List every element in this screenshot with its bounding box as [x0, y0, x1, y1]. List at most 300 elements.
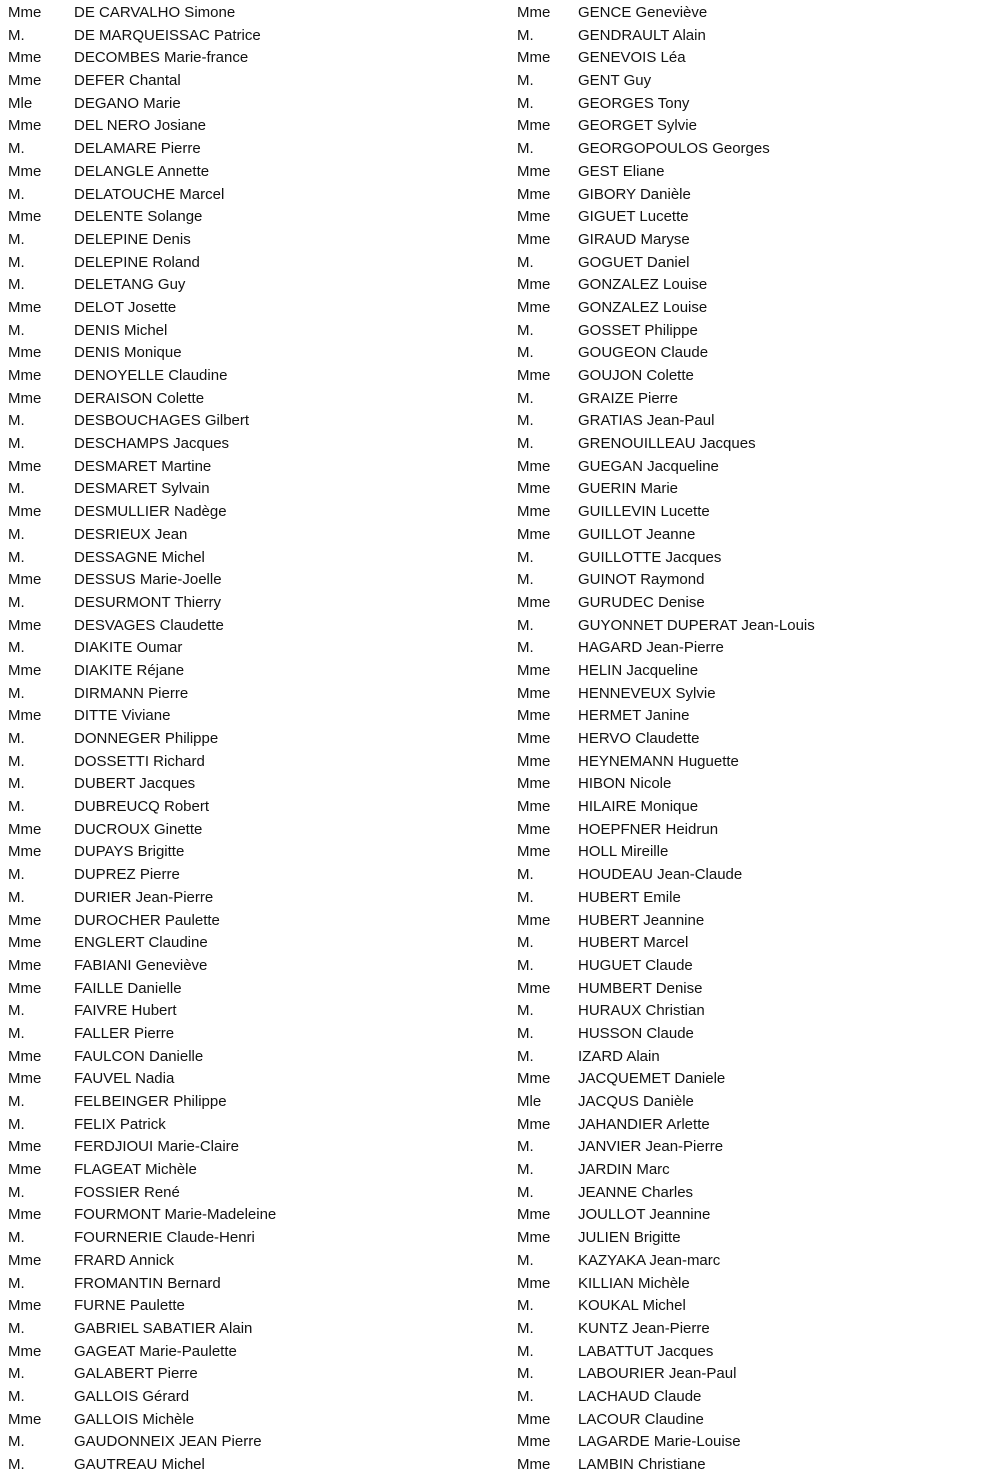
list-item: [517, 547, 1006, 570]
person-name: GUILLEVIN Lucette: [578, 503, 710, 521]
person-name: LAMBIN Christiane: [578, 1456, 706, 1473]
list-item: [8, 1273, 498, 1296]
list-item: [517, 410, 1006, 433]
civility-title: Mme: [8, 1138, 42, 1156]
list-item: [8, 978, 498, 1001]
person-name: GUEGAN Jacqueline: [578, 457, 719, 475]
civility-title: Mme: [8, 389, 42, 407]
list-item: [517, 615, 1006, 638]
person-name: JACQUS Danièle: [578, 1093, 694, 1110]
person-name: DOSSETTI Richard: [74, 752, 205, 770]
civility-title: M.: [517, 26, 534, 44]
person-name: DESMARET Martine: [74, 457, 212, 475]
list-item: [517, 1114, 1006, 1137]
person-name: GUILLOTTE Jacques: [578, 548, 722, 566]
civility-title: M.: [8, 1115, 25, 1133]
civility-title: M.: [517, 435, 534, 453]
person-name: LAGARDE Marie-Louise: [578, 1433, 741, 1451]
list-item: [8, 229, 498, 252]
list-item: [8, 252, 498, 275]
person-name: DEGANO Marie: [74, 94, 181, 112]
person-name: GUINOT Raymond: [578, 571, 705, 589]
person-name: JEANNE Charles: [578, 1183, 694, 1201]
civility-title: Mme: [8, 298, 42, 316]
list-item: [8, 1068, 498, 1091]
list-item: [8, 1454, 498, 1477]
civility-title: M.: [517, 1024, 534, 1042]
person-name: ENGLERT Claudine: [74, 934, 208, 952]
civility-title: Mle: [517, 1093, 542, 1110]
person-name: GAGEAT Marie-Paulette: [74, 1342, 237, 1360]
person-name: FAIVRE Hubert: [74, 1002, 177, 1020]
list-item: [517, 910, 1006, 933]
person-name: GRATIAS Jean-Paul: [578, 412, 715, 430]
person-name: DECOMBES Marie-france: [74, 49, 249, 67]
civility-title: M.: [8, 26, 25, 44]
list-item: [517, 320, 1006, 343]
person-name: DE CARVALHO Simone: [74, 4, 236, 21]
list-item: [8, 887, 498, 910]
civility-title: M.: [8, 1229, 25, 1247]
civility-title: M.: [517, 389, 534, 407]
civility-title: Mme: [8, 1297, 42, 1315]
civility-title: M.: [517, 321, 534, 339]
civility-title: M.: [517, 344, 534, 362]
civility-title: Mme: [8, 1070, 42, 1088]
civility-title: M.: [517, 1138, 534, 1156]
person-name: FURNE Paulette: [74, 1297, 185, 1315]
civility-title: M.: [517, 140, 534, 158]
list-item: [517, 1250, 1006, 1273]
civility-title: Mme: [8, 956, 42, 974]
civility-title: M.: [8, 798, 25, 816]
civility-title: Mme: [517, 707, 551, 725]
list-item: [8, 93, 498, 116]
person-name: FOSSIER René: [74, 1183, 180, 1201]
person-name: GOGUET Daniel: [578, 253, 690, 271]
list-item: [8, 819, 498, 842]
list-item: [517, 524, 1006, 547]
list-item: [8, 1363, 498, 1386]
civility-title: Mme: [517, 480, 551, 498]
list-item: [517, 70, 1006, 93]
list-item: [8, 388, 498, 411]
person-name: HOLL Mireille: [578, 843, 669, 861]
civility-title: Mme: [517, 1456, 551, 1473]
civility-title: Mme: [8, 1161, 42, 1179]
list-item: [517, 138, 1006, 161]
person-name: DELANGLE Annette: [74, 162, 210, 180]
list-item: [8, 1046, 498, 1069]
civility-title: M.: [517, 1387, 534, 1405]
civility-title: M.: [517, 1342, 534, 1360]
person-name: DELENTE Solange: [74, 208, 203, 226]
person-name: JANVIER Jean-Pierre: [578, 1138, 724, 1156]
list-item: [517, 841, 1006, 864]
civility-title: Mme: [517, 117, 551, 135]
person-name: LACOUR Claudine: [578, 1410, 704, 1428]
list-item: [517, 978, 1006, 1001]
list-item: [517, 1386, 1006, 1409]
civility-title: Mme: [517, 367, 551, 384]
list-item: [8, 2, 498, 25]
civility-title: Mme: [8, 911, 42, 929]
person-name: JARDIN Marc: [578, 1161, 670, 1179]
list-item: [8, 796, 498, 819]
list-item: [8, 864, 498, 887]
person-name: GENDRAULT Alain: [578, 26, 706, 44]
right-name-column: [517, 2, 1006, 1477]
civility-title: M.: [8, 888, 25, 906]
list-item: [8, 47, 498, 70]
person-name: GOUJON Colette: [578, 367, 694, 384]
person-name: GIBORY Danièle: [578, 185, 691, 203]
person-name: JAHANDIER Arlette: [578, 1115, 710, 1133]
person-name: FELIX Patrick: [74, 1115, 166, 1133]
civility-title: Mme: [517, 1433, 551, 1451]
civility-title: Mme: [8, 820, 42, 838]
civility-title: M.: [517, 1002, 534, 1020]
person-name: JOULLOT Jeannine: [578, 1206, 711, 1224]
list-item: [8, 1250, 498, 1273]
civility-title: M.: [517, 571, 534, 589]
list-item: [517, 1454, 1006, 1477]
civility-title: Mme: [517, 1070, 551, 1088]
person-name: JACQUEMET Daniele: [578, 1070, 726, 1088]
civility-title: M.: [8, 1093, 25, 1110]
list-item: [517, 751, 1006, 774]
list-item: [517, 1000, 1006, 1023]
person-name: JULIEN Brigitte: [578, 1229, 681, 1247]
list-item: [8, 1431, 498, 1454]
list-item: [8, 773, 498, 796]
civility-title: M.: [517, 253, 534, 271]
list-item: [8, 1204, 498, 1227]
list-item: [517, 1159, 1006, 1182]
person-name: HUBERT Jeannine: [578, 911, 705, 929]
person-name: DESRIEUX Jean: [74, 525, 188, 543]
list-item: [8, 1295, 498, 1318]
list-item: [8, 841, 498, 864]
list-item: [517, 297, 1006, 320]
person-name: DONNEGER Philippe: [74, 730, 219, 747]
list-item: [8, 1341, 498, 1364]
list-item: [8, 456, 498, 479]
list-item: [517, 1204, 1006, 1227]
civility-title: M.: [517, 548, 534, 566]
list-item: [8, 320, 498, 343]
civility-title: M.: [517, 1047, 534, 1065]
person-name: GEORGET Sylvie: [578, 117, 697, 135]
person-name: KILLIAN Michèle: [578, 1274, 690, 1292]
civility-title: M.: [8, 639, 25, 657]
person-name: HELIN Jacqueline: [578, 661, 699, 679]
list-item: [8, 932, 498, 955]
list-item: [517, 660, 1006, 683]
civility-title: Mme: [8, 503, 42, 521]
civility-title: Mme: [517, 1410, 551, 1428]
civility-title: Mme: [517, 752, 551, 770]
list-item: [517, 184, 1006, 207]
list-item: [517, 115, 1006, 138]
list-item: [8, 1114, 498, 1137]
person-name: LABATTUT Jacques: [578, 1342, 714, 1360]
civility-title: Mme: [517, 503, 551, 521]
list-item: [517, 1068, 1006, 1091]
person-name: DEFER Chantal: [74, 72, 181, 90]
list-item: [8, 274, 498, 297]
person-name: DESCHAMPS Jacques: [74, 435, 230, 453]
list-item: [517, 773, 1006, 796]
list-item: [8, 728, 498, 751]
civility-title: M.: [8, 1024, 25, 1042]
civility-title: M.: [517, 94, 534, 112]
list-item: [517, 637, 1006, 660]
person-name: GAUDONNEIX JEAN Pierre: [74, 1433, 262, 1451]
list-item: [8, 660, 498, 683]
person-name: DIAKITE Oumar: [74, 639, 183, 657]
civility-title: Mme: [8, 457, 42, 475]
list-item: [517, 1136, 1006, 1159]
civility-title: Mme: [8, 72, 42, 90]
list-item: [8, 751, 498, 774]
civility-title: Mme: [517, 49, 551, 67]
civility-title: M.: [517, 1297, 534, 1315]
list-item: [8, 433, 498, 456]
civility-title: M.: [8, 1387, 25, 1405]
person-name: GUILLOT Jeanne: [578, 525, 696, 543]
list-item: [8, 138, 498, 161]
person-name: FABIANI Geneviève: [74, 956, 208, 974]
person-name: GONZALEZ Louise: [578, 276, 708, 294]
person-name: DESMARET Sylvain: [74, 480, 210, 498]
civility-title: M.: [8, 253, 25, 271]
civility-title: M.: [8, 1365, 25, 1383]
list-item: [517, 161, 1006, 184]
civility-title: Mme: [8, 344, 42, 362]
person-name: HUGUET Claude: [578, 956, 693, 974]
person-name: FOURNERIE Claude-Henri: [74, 1229, 255, 1247]
person-name: LABOURIER Jean-Paul: [578, 1365, 737, 1383]
person-name: DUROCHER Paulette: [74, 911, 220, 929]
civility-title: M.: [517, 1319, 534, 1337]
list-item: [517, 501, 1006, 524]
list-item: [517, 819, 1006, 842]
list-item: [517, 592, 1006, 615]
civility-title: M.: [8, 1456, 25, 1473]
person-name: DERAISON Colette: [74, 389, 205, 407]
list-item: [517, 1182, 1006, 1205]
civility-title: Mle: [8, 94, 33, 112]
civility-title: Mme: [8, 117, 42, 135]
civility-title: M.: [517, 1365, 534, 1383]
civility-title: Mme: [8, 661, 42, 679]
civility-title: M.: [517, 934, 534, 952]
person-name: KUNTZ Jean-Pierre: [578, 1319, 710, 1337]
civility-title: Mme: [517, 162, 551, 180]
civility-title: Mme: [517, 298, 551, 316]
person-name: HUBERT Emile: [578, 888, 681, 906]
civility-title: M.: [8, 230, 25, 248]
person-name: HUSSON Claude: [578, 1024, 694, 1042]
person-name: DUBREUCQ Robert: [74, 798, 210, 816]
person-name: IZARD Alain: [578, 1047, 660, 1065]
list-item: [8, 478, 498, 501]
civility-title: M.: [8, 480, 25, 498]
person-name: KOUKAL Michel: [578, 1297, 686, 1315]
civility-title: Mme: [517, 1274, 551, 1292]
person-name: GURUDEC Denise: [578, 593, 705, 611]
list-item: [8, 1091, 498, 1114]
person-name: GEORGOPOULOS Georges: [578, 140, 770, 158]
civility-title: Mme: [8, 1410, 42, 1428]
civility-title: Mme: [8, 1342, 42, 1360]
civility-title: M.: [8, 276, 25, 294]
person-name: FALLER Pierre: [74, 1024, 175, 1042]
person-name: GRAIZE Pierre: [578, 389, 679, 407]
person-name: FLAGEAT Michèle: [74, 1161, 197, 1179]
list-item: [517, 1023, 1006, 1046]
civility-title: Mme: [517, 684, 551, 702]
list-item: [8, 410, 498, 433]
list-item: [8, 1159, 498, 1182]
list-item: [8, 342, 498, 365]
person-name: FAUVEL Nadia: [74, 1070, 175, 1088]
list-item: [8, 115, 498, 138]
person-name: DELEPINE Roland: [74, 253, 200, 271]
civility-title: Mme: [8, 843, 42, 861]
person-name: GOSSET Philippe: [578, 321, 698, 339]
person-name: DUPREZ Pierre: [74, 866, 180, 884]
person-name: HENNEVEUX Sylvie: [578, 684, 716, 702]
list-item: [517, 955, 1006, 978]
civility-title: Mme: [517, 457, 551, 475]
civility-title: M.: [8, 140, 25, 158]
list-item: [8, 592, 498, 615]
civility-title: M.: [8, 1274, 25, 1292]
person-name: DELAMARE Pierre: [74, 140, 201, 158]
list-item: [517, 1318, 1006, 1341]
civility-title: Mme: [517, 1115, 551, 1133]
person-name: LACHAUD Claude: [578, 1387, 702, 1405]
person-name: DEL NERO Josiane: [74, 117, 206, 135]
person-name: FRARD Annick: [74, 1251, 175, 1269]
civility-title: M.: [8, 1319, 25, 1337]
person-name: DESSAGNE Michel: [74, 548, 205, 566]
civility-title: Mme: [517, 208, 551, 226]
civility-title: Mme: [517, 1206, 551, 1224]
list-item: [517, 1227, 1006, 1250]
person-name: GRENOUILLEAU Jacques: [578, 435, 756, 453]
person-name: GABRIEL SABATIER Alain: [74, 1319, 253, 1337]
list-item: [8, 1409, 498, 1432]
civility-title: Mme: [517, 820, 551, 838]
civility-title: M.: [8, 1433, 25, 1451]
list-item: [517, 365, 1006, 388]
civility-title: M.: [8, 775, 25, 793]
civility-title: Mme: [517, 730, 551, 747]
list-item: [517, 206, 1006, 229]
list-item: [8, 1386, 498, 1409]
list-item: [517, 456, 1006, 479]
list-item: [8, 955, 498, 978]
person-name: GEST Eliane: [578, 162, 665, 180]
person-name: GENCE Geneviève: [578, 4, 708, 21]
civility-title: M.: [517, 866, 534, 884]
person-name: GIRAUD Maryse: [578, 230, 690, 248]
person-name: DESSUS Marie-Joelle: [74, 571, 222, 589]
civility-title: Mme: [8, 979, 42, 997]
civility-title: Mme: [8, 571, 42, 589]
list-item: [517, 569, 1006, 592]
person-name: FOURMONT Marie-Madeleine: [74, 1206, 277, 1224]
list-item: [8, 615, 498, 638]
list-item: [517, 388, 1006, 411]
civility-title: Mme: [8, 616, 42, 634]
person-name: DUBERT Jacques: [74, 775, 196, 793]
civility-title: M.: [517, 412, 534, 430]
civility-title: M.: [517, 1161, 534, 1179]
civility-title: M.: [517, 956, 534, 974]
list-item: [8, 297, 498, 320]
list-item: [517, 274, 1006, 297]
civility-title: Mme: [517, 525, 551, 543]
person-name: DENIS Michel: [74, 321, 168, 339]
person-name: HERMET Janine: [578, 707, 690, 725]
civility-title: Mme: [8, 934, 42, 952]
civility-title: Mme: [517, 276, 551, 294]
civility-title: Mme: [8, 4, 42, 21]
civility-title: M.: [8, 525, 25, 543]
civility-title: Mme: [8, 49, 42, 67]
civility-title: M.: [8, 684, 25, 702]
civility-title: M.: [8, 185, 25, 203]
person-name: DITTE Viviane: [74, 707, 171, 725]
list-item: [517, 2, 1006, 25]
person-name: GONZALEZ Louise: [578, 298, 708, 316]
civility-title: M.: [8, 866, 25, 884]
list-item: [517, 342, 1006, 365]
civility-title: Mme: [517, 230, 551, 248]
civility-title: Mme: [8, 1251, 42, 1269]
civility-title: Mme: [517, 911, 551, 929]
person-name: FROMANTIN Bernard: [74, 1274, 221, 1292]
person-name: GENEVOIS Léa: [578, 49, 686, 67]
person-name: GOUGEON Claude: [578, 344, 709, 362]
person-name: HILAIRE Monique: [578, 798, 699, 816]
person-name: HEYNEMANN Huguette: [578, 752, 739, 770]
list-item: [8, 206, 498, 229]
list-item: [517, 1295, 1006, 1318]
list-item: [8, 70, 498, 93]
person-name: GEORGES Tony: [578, 94, 690, 112]
list-item: [8, 637, 498, 660]
person-name: DESURMONT Thierry: [74, 593, 221, 611]
civility-title: Mme: [517, 843, 551, 861]
person-name: DUCROUX Ginette: [74, 820, 203, 838]
person-name: FELBEINGER Philippe: [74, 1093, 227, 1110]
person-name: HUMBERT Denise: [578, 979, 703, 997]
person-name: FAILLE Danielle: [74, 979, 182, 997]
civility-title: Mme: [517, 775, 551, 793]
person-name: GALABERT Pierre: [74, 1365, 198, 1383]
list-item: [517, 796, 1006, 819]
left-name-column: [8, 2, 498, 1477]
person-name: GAUTREAU Michel: [74, 1456, 205, 1473]
person-name: DIRMANN Pierre: [74, 684, 189, 702]
list-item: [517, 478, 1006, 501]
civility-title: Mme: [517, 661, 551, 679]
